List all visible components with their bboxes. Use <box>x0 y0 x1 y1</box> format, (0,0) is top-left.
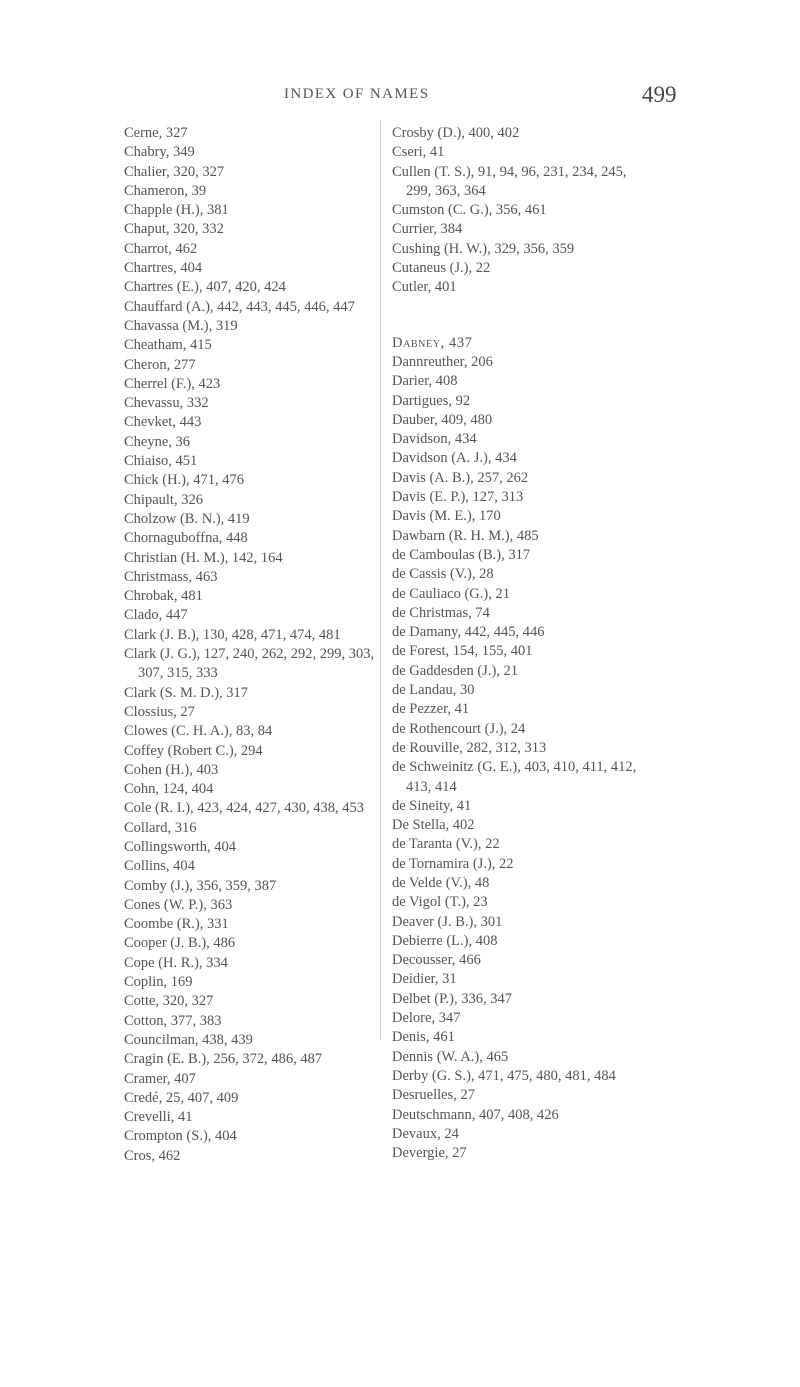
index-entry: Clark (J. B.), 130, 428, 471, 474, 481 <box>124 626 341 643</box>
index-entry: Devaux, 24 <box>392 1125 459 1142</box>
index-section-d <box>392 334 794 1164</box>
index-entry: 307, 315, 333 <box>138 665 218 682</box>
index-entry: Collingsworth, 404 <box>124 838 236 855</box>
index-entry: Currier, 384 <box>392 221 463 238</box>
index-entry: de Rouville, 282, 312, 313 <box>392 739 547 756</box>
index-entry: Dannreuther, 206 <box>392 353 493 370</box>
index-entry: Delbet (P.), 336, 347 <box>392 990 513 1007</box>
index-entry: Christmass, 463 <box>124 568 218 585</box>
index-entry: Davis (E. P.), 127, 313 <box>392 489 524 506</box>
index-section-c-continued <box>392 124 794 298</box>
index-entry: de Velde (V.), 48 <box>392 874 490 891</box>
index-entry: de Tornamira (J.), 22 <box>392 855 514 872</box>
index-entry: Crevelli, 41 <box>124 1109 193 1126</box>
index-entry: de Taranta (V.), 22 <box>392 836 500 853</box>
index-entry: Dartigues, 92 <box>392 392 471 409</box>
index-entry: Clark (S. M. D.), 317 <box>124 684 249 701</box>
index-entry: Cole (R. I.), 423, 424, 427, 430, 438, 453 <box>124 800 365 817</box>
index-entry: Chiaiso, 451 <box>124 453 198 470</box>
index-entry: Deidier, 31 <box>392 971 457 988</box>
index-entry: de Cauliaco (G.), 21 <box>392 585 510 602</box>
index-entry: de Landau, 30 <box>392 682 475 699</box>
index-entry: Comby (J.), 356, 359, 387 <box>124 877 277 894</box>
index-entry: Debierre (L.), 408 <box>392 932 498 949</box>
index-entry: Chevket, 443 <box>124 414 202 431</box>
index-entry: Dawbarn (R. H. M.), 485 <box>392 527 539 544</box>
index-entry: Chameron, 39 <box>124 182 207 199</box>
index-entry: Davidson (A. J.), 434 <box>392 450 517 467</box>
index-entry: Cutler, 401 <box>392 279 457 296</box>
index-entry: Clowes (C. H. A.), 83, 84 <box>124 723 273 740</box>
index-entry: Cerne, 327 <box>124 125 188 141</box>
section-gap <box>392 298 794 334</box>
index-entry: Dauber, 409, 480 <box>392 411 493 428</box>
index-entry: Chapple (H.), 381 <box>124 202 229 219</box>
index-entry: Deutschmann, 407, 408, 426 <box>392 1106 559 1123</box>
index-entry: Cushing (H. W.), 329, 356, 359 <box>392 240 575 257</box>
index-column-right <box>392 124 794 1163</box>
index-entry: Cope (H. R.), 334 <box>124 954 228 971</box>
page-number: 499 <box>642 82 677 107</box>
index-entry: Cohen (H.), 403 <box>124 761 219 778</box>
index-entry: Cheron, 277 <box>124 356 196 373</box>
index-entry: Derby (G. S.), 471, 475, 480, 481, 484 <box>392 1067 616 1084</box>
index-entry: Collard, 316 <box>124 819 197 836</box>
index-entry: Davis (M. E.), 170 <box>392 508 501 525</box>
index-entry: de Pezzer, 41 <box>392 701 470 718</box>
index-entry: Chauffard (A.), 442, 443, 445, 446, 447 <box>124 298 355 315</box>
index-entry: Councilman, 438, 439 <box>124 1031 253 1048</box>
index-entry: Chevassu, 332 <box>124 395 209 412</box>
index-entry: Cherrel (F.), 423 <box>124 375 221 392</box>
index-entry: Cheyne, 36 <box>124 433 191 450</box>
index-entry: Collins, 404 <box>124 858 195 875</box>
index-entry: Dabney, 437 <box>392 334 473 351</box>
index-entry: Charrot, 462 <box>124 240 198 257</box>
index-entry: Chartres (E.), 407, 420, 424 <box>124 279 286 296</box>
index-entry: Chabry, 349 <box>124 144 195 161</box>
index-entry: Chick (H.), 471, 476 <box>124 472 245 489</box>
index-entry: Chrobak, 481 <box>124 588 203 605</box>
index-entry: Chornaguboffna, 448 <box>124 530 248 547</box>
index-entry: Chartres, 404 <box>124 260 203 277</box>
index-entry: Clado, 447 <box>124 607 188 624</box>
index-entry: de Camboulas (B.), 317 <box>392 546 531 563</box>
index-entry: Cros, 462 <box>124 1147 181 1164</box>
index-entry: Credé, 25, 407, 409 <box>124 1089 239 1106</box>
index-entry: de Vigol (T.), 23 <box>392 894 488 911</box>
index-entry: Crompton (S.), 404 <box>124 1128 237 1145</box>
index-entry: de Forest, 154, 155, 401 <box>392 643 533 660</box>
index-entry: Darier, 408 <box>392 373 458 390</box>
index-entry: De Stella, 402 <box>392 817 475 834</box>
index-entry: Cholzow (B. N.), 419 <box>124 510 250 527</box>
index-entry: Denis, 461 <box>392 1029 455 1046</box>
index-entry: Cramer, 407 <box>124 1070 196 1087</box>
index-entry: Desruelles, 27 <box>392 1087 475 1104</box>
page-header <box>0 82 800 112</box>
index-entry: Chipault, 326 <box>124 491 203 508</box>
index-entry: Devergie, 27 <box>392 1145 467 1162</box>
index-entry: Cones (W. P.), 363 <box>124 896 233 913</box>
index-entry: Cutaneus (J.), 22 <box>392 260 491 277</box>
index-entry: Cooper (J. B.), 486 <box>124 935 236 952</box>
index-entry: Crosby (D.), 400, 402 <box>392 125 520 141</box>
index-entry: Cheatham, 415 <box>124 337 212 354</box>
index-entry: de Sineity, 41 <box>392 797 472 814</box>
index-entry: Cohn, 124, 404 <box>124 781 214 798</box>
index-entry: Cragin (E. B.), 256, 372, 486, 487 <box>124 1051 323 1068</box>
index-entry: Chavassa (M.), 319 <box>124 317 238 334</box>
index-entry: Deaver (J. B.), 301 <box>392 913 503 930</box>
index-entry: de Christmas, 74 <box>392 604 490 621</box>
index-entry: Cotte, 320, 327 <box>124 993 214 1010</box>
index-entry: Clark (J. G.), 127, 240, 262, 292, 299, 303, <box>124 646 375 663</box>
index-entry: Chaput, 320, 332 <box>124 221 224 238</box>
running-title: INDEX OF NAMES <box>284 86 430 102</box>
index-entry: Delore, 347 <box>392 1010 461 1027</box>
index-entry: 413, 414 <box>406 778 457 795</box>
index-entry: de Gaddesden (J.), 21 <box>392 662 519 679</box>
index-entry: Chalier, 320, 327 <box>124 163 225 180</box>
index-entry: Clossius, 27 <box>124 703 195 720</box>
index-entry: Decousser, 466 <box>392 952 481 969</box>
index-entry: de Schweinitz (G. E.), 403, 410, 411, 412, <box>392 759 637 776</box>
index-entry: Coffey (Robert C.), 294 <box>124 742 263 759</box>
index-entry: Davidson, 434 <box>392 431 477 448</box>
index-entry: 299, 363, 364 <box>406 182 486 199</box>
index-entry: de Damany, 442, 445, 446 <box>392 624 545 641</box>
index-entry: Coplin, 169 <box>124 974 193 991</box>
index-entry: Coombe (R.), 331 <box>124 916 229 933</box>
index-entry: Davis (A. B.), 257, 262 <box>392 469 529 486</box>
index-entry: Christian (H. M.), 142, 164 <box>124 549 283 566</box>
index-entry: Cotton, 377, 383 <box>124 1012 222 1029</box>
index-entry: de Cassis (V.), 28 <box>392 566 494 583</box>
index-entry: Dennis (W. A.), 465 <box>392 1048 509 1065</box>
index-entry: Cseri, 41 <box>392 144 445 161</box>
index-entry: Cullen (T. S.), 91, 94, 96, 231, 234, 245, <box>392 163 627 180</box>
index-entry: de Rothencourt (J.), 24 <box>392 720 526 737</box>
index-entry: Cumston (C. G.), 356, 461 <box>392 202 547 219</box>
